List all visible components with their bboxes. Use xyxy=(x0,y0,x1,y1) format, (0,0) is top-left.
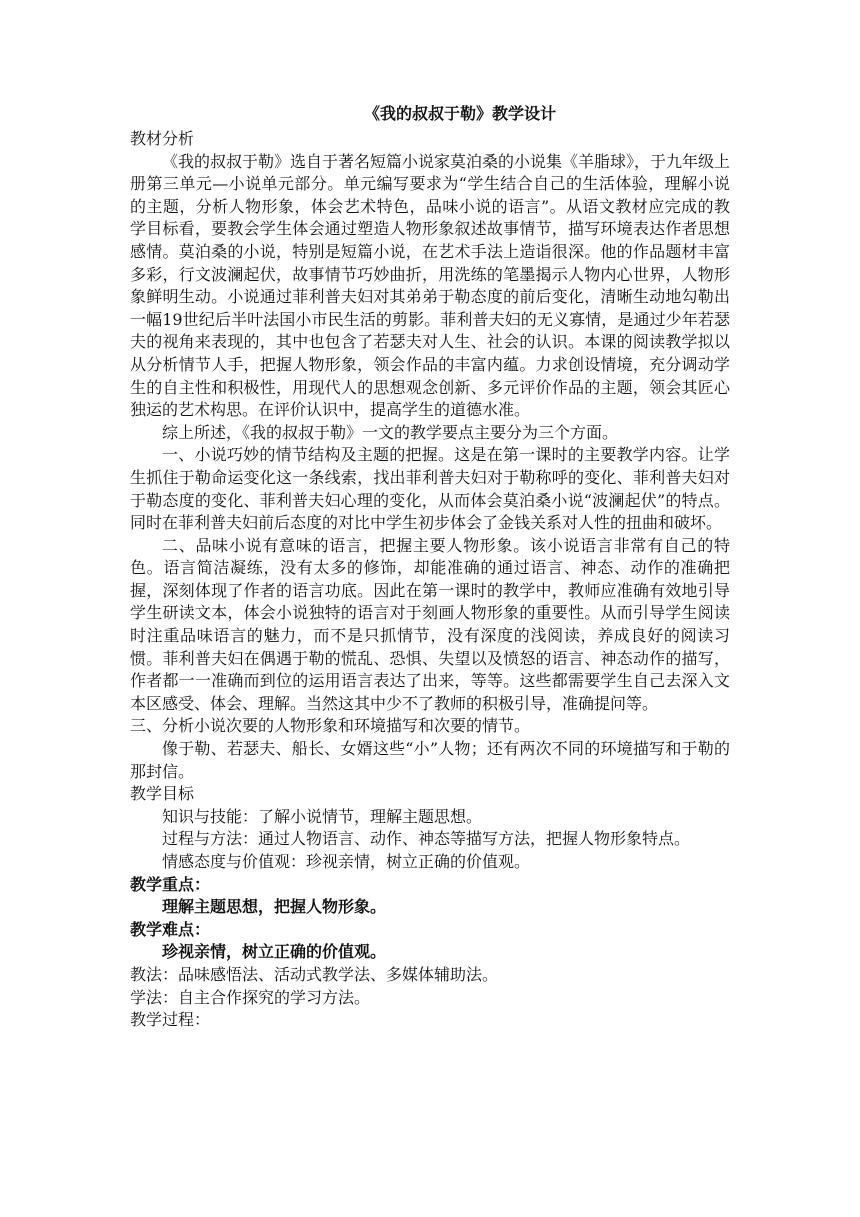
document-page xyxy=(130,100,730,1032)
goal-process: 过程与方法：通过人物语言、动作、神态等描写方法，把握人物形象特点。 xyxy=(162,829,691,849)
teaching-method: 教法：品味感悟法、活动式教学法、多媒体辅助法。 xyxy=(130,964,499,984)
section-heading-process: 教学过程： xyxy=(130,1010,211,1030)
goal-emotion: 情感态度与价值观：珍视亲情，树立正确的价值观。 xyxy=(162,852,531,871)
section-heading-difficult: 教学难点： xyxy=(130,919,211,939)
analysis-paragraph: 《我的叔叔于勒》选自于著名短篇小说家莫泊桑的小说集《羊脂球》，于九年级上册第三单元—小说单元部分。单元编写要求为“学生结合自己的生活体验，理解小说的主题，分析人物形象，体会艺术特色，品味小说的语言”。从语文教材应完成的教学目标看，要教会学生体会通过塑造人物形象叙述故事情节，描写环境表达作者思想感情。莫泊桑的小说，特别是短篇小说，在艺术手法上造诣很深。他的作品题材丰富多彩，行文波澜起伏，故事情节巧妙曲折，用洗练的笔墨揭示人物内心世界，人物形象鲜明生动。小说通过菲利普夫妇对其弟弟于勒态度的前后变化，清晰生动地勾勒出一幅19世纪后半叶法国小市民生活的剪影。菲利普夫妇的无义寡情，是通过少年若瑟夫的视角来表现的，其中也包含了若瑟夫对人生、社会的认识。本课的阅读教学拟以从分析情节人手，把握人物形象，领会作品的丰富内蕴。力求创设情境，充分调动学生的自主性和积极性，用现代人的思想观念创新、多元评价作品的主题，领会其匠心独运的艺术构思。在评价认识中，提高学生的道德水准。 xyxy=(130,151,731,420)
goal-knowledge: 知识与技能：了解小说情节，理解主题思想。 xyxy=(162,806,483,826)
section-heading-analysis: 教材分析 xyxy=(130,129,195,148)
difficult-text: 珍视亲情，树立正确的价值观。 xyxy=(162,942,387,962)
document-title: 《我的叔叔于勒》教学设计 xyxy=(363,104,556,123)
point-three-detail: 像于勒、若瑟夫、船长、女婿这些“小”人物；还有两次不同的环境描写和于勒的那封信。 xyxy=(130,739,730,781)
point-three-heading: 三、分析小说次要的人物形象和环境描写和次要的情节。 xyxy=(130,716,531,736)
section-heading-goals: 教学目标 xyxy=(130,784,195,804)
section-heading-key: 教学重点： xyxy=(130,874,211,894)
learning-method: 学法：自主合作探究的学习方法。 xyxy=(130,987,371,1007)
point-one-paragraph: 一、小说巧妙的情节结构及主题的把握。这是在第一课时的主要教学内容。让学生抓住于勒命运变化这一条线索，找出菲利普夫妇对于勒称呼的变化、菲利普夫妇对于勒态度的变化、菲利普夫妇心理的变化，从而体会莫泊桑小说“波澜起伏”的特点。同时在菲利普夫妇前后态度的对比中学生初步体会了金钱关系对人性的扭曲和破坏。 xyxy=(130,445,730,533)
summary-paragraph: 综上所述，《我的叔叔于勒》一文的教学要点主要分为三个方面。 xyxy=(162,422,619,442)
key-text: 理解主题思想，把握人物形象。 xyxy=(162,897,387,917)
point-two-paragraph: 二、品味小说有意味的语言，把握主要人物形象。该小说语言非常有自己的特色。语言简洁凝练，没有太多的修饰，却能准确的通过语言、神态、动作的准确把握，深刻体现了作者的语言功底。因此在第一课时的教学中，教师应准确有效地引导学生研读文本，体会小说独特的语言对于刻画人物形象的重要性。从而引导学生阅读时注重品味语言的魅力，而不是只抓情节，没有深度的浅阅读，养成良好的阅读习惯。菲利普夫妇在偶遇于勒的慌乱、恐惧、失望以及愤怒的语言、神态动作的描写，作者都一一准确而到位的运用语言表达了出来，等等。这些都需要学生自己去深入文本区感受、体会、理解。当然这其中少不了教师的积极引导，准确提问等。 xyxy=(130,535,730,713)
